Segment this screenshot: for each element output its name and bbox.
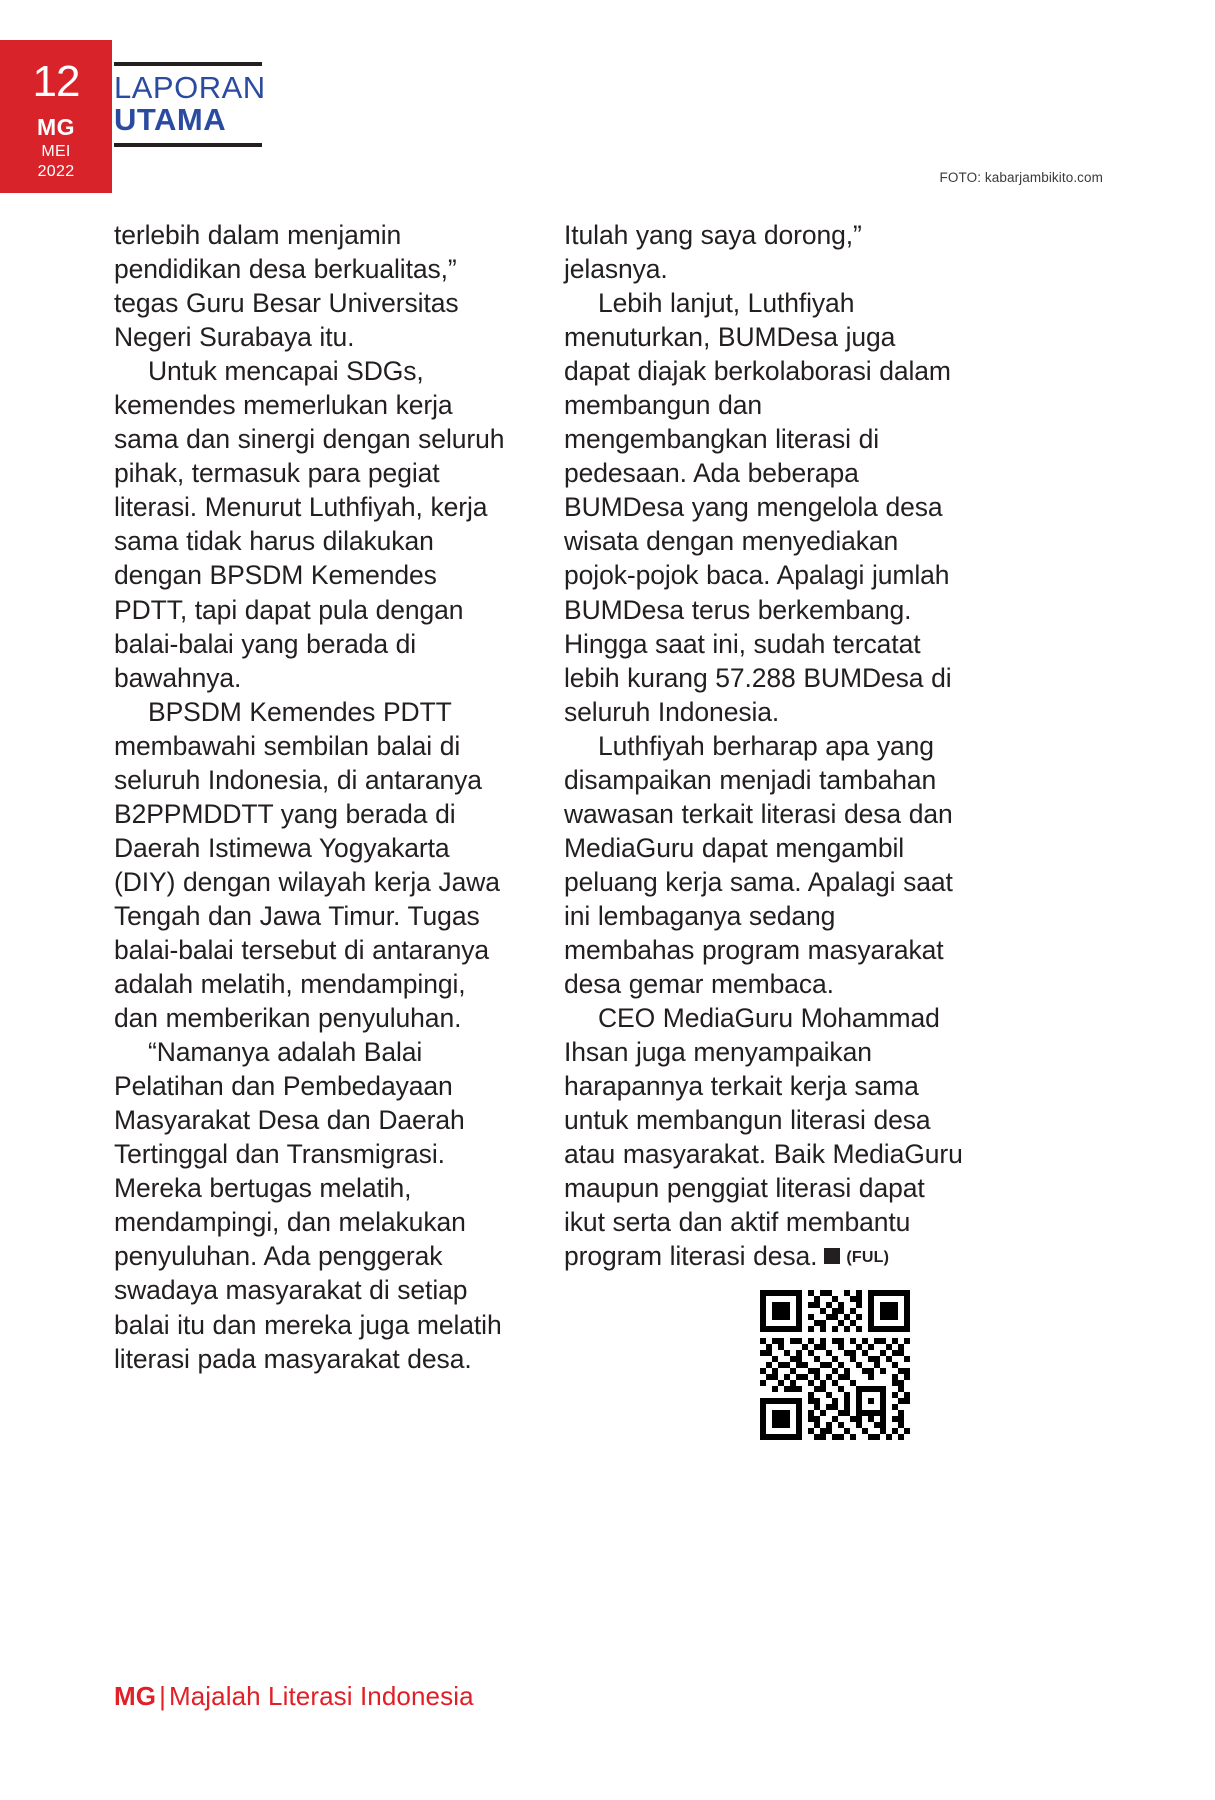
folio-brand: MG xyxy=(36,114,76,140)
folio-year: 2022 xyxy=(37,162,75,180)
paragraph: “Namanya adalah Balai Pelatihan dan Pembedayaan Masyarakat Desa dan Daerah Tertinggal dan Transmigrasi. Mereka bertugas melatih, mendampingi, dan melakukan penyuluhan. Ada penggerak swadaya masyarakat di setiap balai itu dan mereka juga melatih literasi pada masyarakat desa. xyxy=(114,1037,502,1374)
rubric-rule-bottom xyxy=(114,143,262,147)
folio-month: MEI xyxy=(41,143,71,161)
footer-separator: | xyxy=(159,1681,166,1711)
column-left xyxy=(114,218,514,1376)
qr-code[interactable] xyxy=(760,1290,910,1440)
paragraph: BPSDM Kemendes PDTT membawahi sembilan balai di seluruh Indonesia, di antaranya B2PPMDDTT yang berada di Daerah Istimewa Yogyakarta (DIY) dengan wilayah kerja Jawa Tengah dan Jawa Timur. Tugas balai-balai tersebut di antaranya adalah melatih, mendampingi, dan memberikan penyuluhan. xyxy=(114,696,500,1034)
article-byline: (FUL) xyxy=(846,1249,890,1267)
qr-code-graphic xyxy=(760,1290,910,1440)
paragraph: Itulah yang saya dorong,” jelasnya. xyxy=(564,220,862,285)
end-of-article-mark xyxy=(824,1248,840,1264)
folio-tab xyxy=(0,40,112,193)
footer-brand: MG xyxy=(114,1681,157,1711)
paragraph: Lebih lanjut, Luthfiyah menuturkan, BUMDesa juga dapat diajak berkolaborasi dalam membangun dan mengembangkan literasi di pedesaan. Ada beberapa BUMDesa yang mengelola desa wisata dengan menyediakan pojok-pojok baca. Apalagi jumlah BUMDesa terus berkembang. Hingga saat ini, sudah tercatat lebih kurang 57.288 BUMDesa di seluruh Indonesia. xyxy=(564,288,952,727)
paragraph: terlebih dalam menjamin pendidikan desa berkualitas,” tegas Guru Besar Universitas Negeri Surabaya itu. xyxy=(114,220,459,353)
paragraph-text: CEO MediaGuru Mohammad Ihsan juga menyampaikan harapannya terkait kerja sama untuk membangun literasi desa atau masyarakat. Baik MediaGuru maupun penggiat literasi dapat ikut serta dan aktif membantu program literasi desa. xyxy=(564,1003,963,1272)
paragraph xyxy=(564,1001,964,1273)
footer-tagline: Majalah Literasi Indonesia xyxy=(168,1681,474,1711)
paragraph: Luthfiyah berharap apa yang disampaikan menjadi tambahan wawasan terkait literasi desa dan MediaGuru dapat mengambil peluang kerja sama. Apalagi saat ini lembaganya sedang membahas program masyarakat desa gemar membaca. xyxy=(564,730,953,1000)
paragraph: Untuk mencapai SDGs, kemendes memerlukan kerja sama dan sinergi dengan seluruh pihak, termasuk para pegiat literasi. Menurut Luthfiyah, kerja sama tidak harus dilakukan dengan BPSDM Kemendes PDTT, tapi dapat pula dengan balai-balai yang berada di bawahnya. xyxy=(114,356,505,693)
page-number: 12 xyxy=(32,57,80,106)
section-rubric xyxy=(114,62,266,147)
photo-credit: FOTO: kabarjambikito.com xyxy=(939,170,1103,185)
column-right xyxy=(564,218,964,1273)
footer-branding xyxy=(114,1681,474,1712)
rubric-line-2: UTAMA xyxy=(114,102,227,137)
rubric-line-1: LAPORAN xyxy=(114,70,266,105)
